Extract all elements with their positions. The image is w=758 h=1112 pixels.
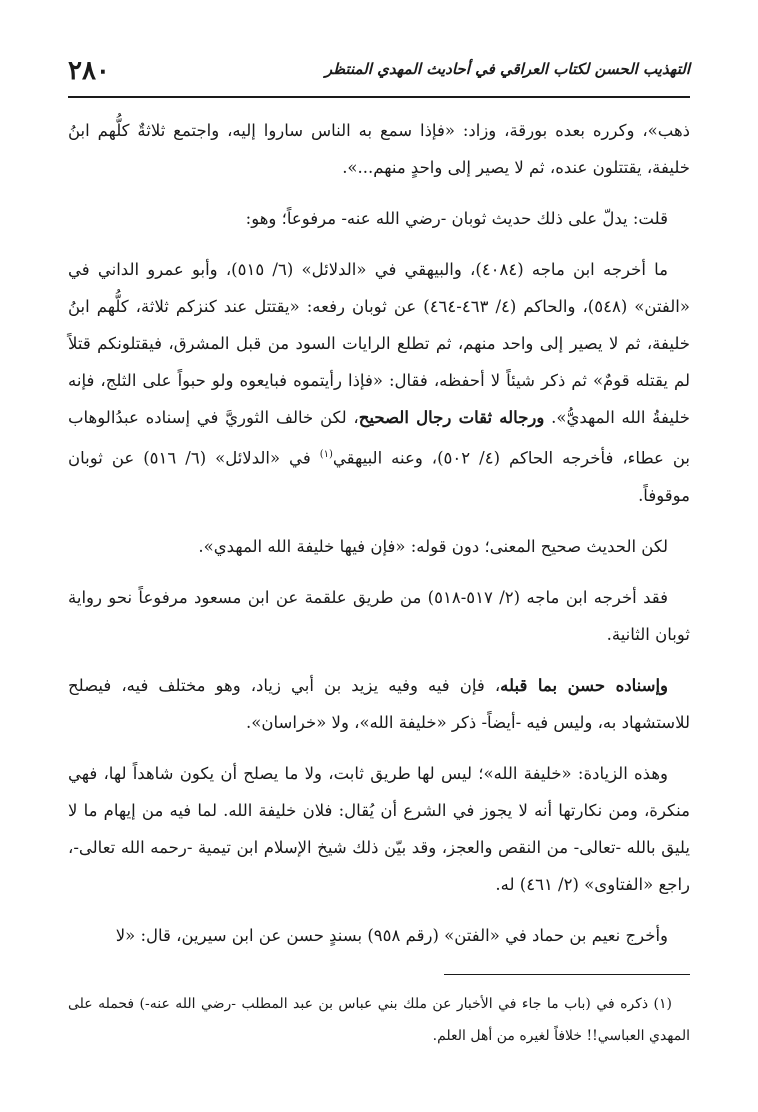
footnote-rule: [444, 974, 690, 975]
paragraph-2: قلت: يدلّ على ذلك حديث ثوبان -رضي الله عنه- مرفوعاً؛ وهو:: [245, 209, 668, 228]
page-header: [68, 56, 690, 94]
paragraph-3-end: في «الدلائل» (٦/ ٥١٦) عن ثوبان موقوفاً.: [68, 448, 690, 505]
paragraph-6-text: وفيه يزيد بن أبي زياد، وهو مختلف فيه، فيصلح للاستشهاد به، وليس فيه -أيضاً- ذكر «خليفة الله»، ولا «خراسان».: [68, 675, 690, 732]
header-rule: [68, 96, 690, 98]
paragraph-3-tail: ، لكن خالف الثوريَّ في إسناده عبدُالوهاب بن عطاء، فأخرجه الحاكم (٤/ ٥٠٢)، وعنه البيهقي: [68, 408, 690, 468]
paragraph-7: وهذه الزيادة: «خليفة الله»؛ ليس لها طريق ثابت، ولا ما يصلح أن يكون شاهداً لها، فهي منكرة، ومن نكارتها أنه لا يجوز في الشرع أن يُقال: فلان خليفة الله. لما فيه من إيهام ما لا يليق بالله -تعالى- من النقص والعجز، وقد بيّن ذلك شيخ الإسلام ابن تيمية -رحمه الله تعالى-، راجع «الفتاوى» (٢/ ٤٦١) له.: [68, 763, 690, 894]
running-title: التهذيب الحسن لكتاب العراقي في أحاديث المهدي المنتظر: [324, 60, 690, 78]
page-number: ٢٨٠: [68, 56, 110, 86]
main-text: [68, 112, 690, 968]
paragraph-6-sep: ، فإن فيه: [417, 675, 501, 695]
paragraph-1: ذهب»، وكرره بعده بورقة، وزاد: «فإذا سمع به الناس ساروا إليه، واجتمع ثلاثةٌ كلُّهم ابنُ خليفة، يقتتلون عنده، ثم لا يصير إلى واحدٍ منهم...».: [68, 121, 690, 177]
footnote-ref[interactable]: (١): [319, 449, 333, 460]
paragraph-3-text: ما أخرجه ابن ماجه (٤٠٨٤)، والبيهقي في «الدلائل» (٦/ ٥١٥)، وأبو عمرو الداني في «الفتن» (٥٤٨)، والحاكم (٤/ ٤٦٣-٤٦٤) عن ثوبان رفعه: «يقتتل عند كنزكم ثلاثة، كلُّهم ابنُ خليفة، ثم لا يصير إلى واحد منهم، ثم تطلع الرايات السود من قبل المشرق، فيقتلونكم قتلاً لم يقتله قومٌ» ثم ذكر شيئاً لا أحفظه، فقال: «فإذا رأيتموه فبايعوه ولو حبواً على الثلج، فإنه خليفةُ الله المهديُّ».: [68, 260, 691, 427]
paragraph-5: فقد أخرجه ابن ماجه (٢/ ٥١٧-٥١٨) من طريق علقمة عن ابن مسعود مرفوعاً نحو رواية ثوبان الثانية.: [68, 587, 690, 644]
paragraph-6: [68, 667, 690, 741]
paragraph-8: وأخرج نعيم بن حماد في «الفتن» (رقم ٩٥٨) بسندٍ حسن عن ابن سيرين، قال: «لا: [115, 925, 668, 945]
footnote: (١) ذكره في (باب ما جاء في الأخبار عن ملك بني عباس بن عبد المطلب -رضي الله عنه-) فحمله على المهدي العباسي!! خلافاً لغيره من أهل العلم.: [68, 996, 690, 1044]
paragraph-3-bold: ورجاله ثقات رجال الصحيح: [358, 408, 545, 427]
paragraph-4: لكن الحديث صحيح المعنى؛ دون قوله: «فإن فيها خليفة الله المهدي».: [198, 536, 668, 556]
paragraph-3: [68, 251, 690, 514]
paragraph-6-bold: وإسناده حسن بما قبله: [500, 675, 668, 695]
